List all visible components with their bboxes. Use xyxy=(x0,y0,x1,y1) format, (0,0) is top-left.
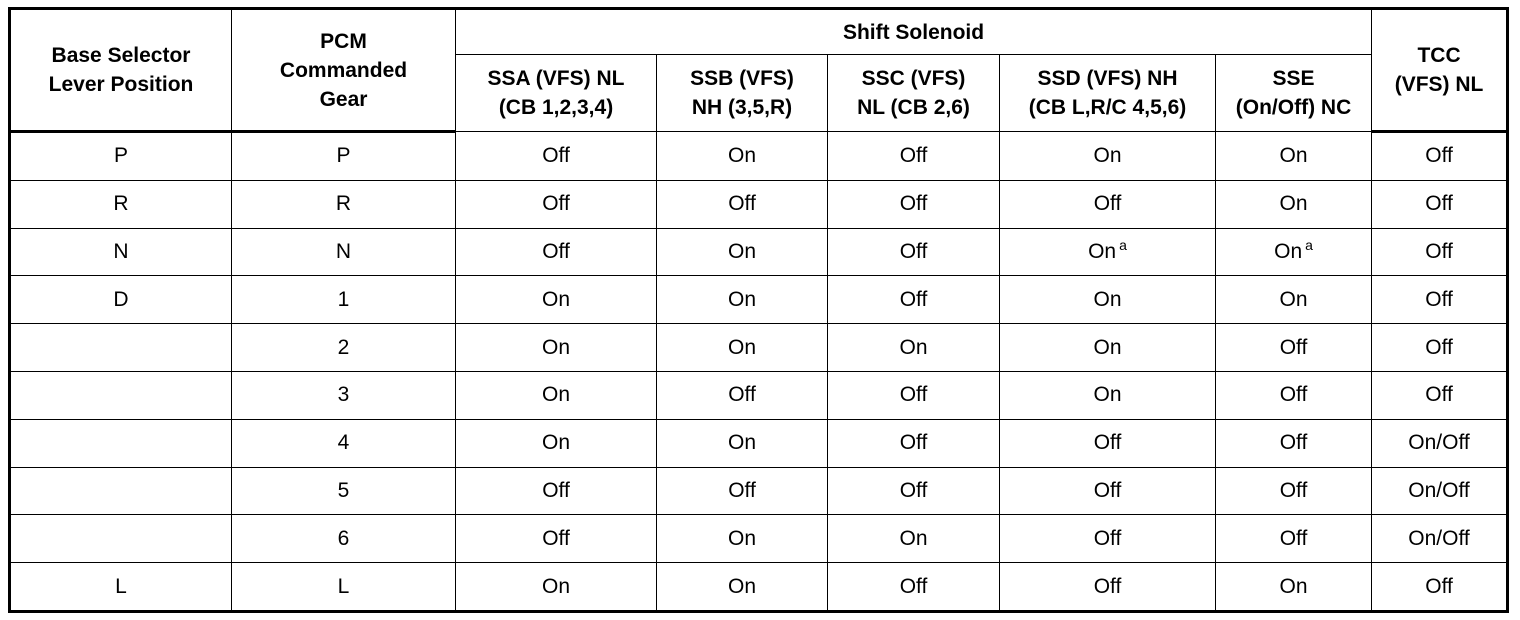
cell-commanded-gear: L xyxy=(232,563,456,612)
table-row xyxy=(10,515,1508,563)
header-shift-solenoid: Shift Solenoid xyxy=(456,9,1372,55)
cell-lever-position xyxy=(10,515,232,563)
cell-ssd: Off xyxy=(1000,180,1216,228)
table-row xyxy=(10,228,1508,276)
cell-lever-position xyxy=(10,419,232,467)
cell-commanded-gear: N xyxy=(232,228,456,276)
cell-ssd: On xyxy=(1000,276,1216,324)
cell-lever-position xyxy=(10,324,232,372)
cell-ssa: Off xyxy=(456,132,657,181)
cell-lever-position xyxy=(10,371,232,419)
cell-commanded-gear: R xyxy=(232,180,456,228)
cell-commanded-gear: P xyxy=(232,132,456,181)
header-text: SSD (VFS) NH xyxy=(1037,67,1178,90)
table-row xyxy=(10,467,1508,515)
cell-ssd xyxy=(1000,228,1216,276)
header-base-selector xyxy=(10,9,232,132)
cell-ssd: On xyxy=(1000,371,1216,419)
header-ssd xyxy=(1000,55,1216,132)
cell-commanded-gear: 6 xyxy=(232,515,456,563)
cell-lever-position xyxy=(10,467,232,515)
cell-ssb: On xyxy=(657,324,828,372)
cell-ssd: On xyxy=(1000,132,1216,181)
table-row xyxy=(10,132,1508,181)
cell-ssa: On xyxy=(456,419,657,467)
header-text: (VFS) NL xyxy=(1394,73,1484,96)
cell-lever-position: R xyxy=(10,180,232,228)
cell-ssa: Off xyxy=(456,180,657,228)
cell-tcc: Off xyxy=(1372,132,1508,181)
cell-ssc: Off xyxy=(828,276,1000,324)
cell-ssb: On xyxy=(657,228,828,276)
cell-ssc: On xyxy=(828,515,1000,563)
cell-commanded-gear: 1 xyxy=(232,276,456,324)
cell-ssb: Off xyxy=(657,180,828,228)
cell-value: On xyxy=(1274,239,1303,263)
header-ssc xyxy=(828,55,1000,132)
header-text: Gear xyxy=(319,87,368,111)
cell-ssc: Off xyxy=(828,228,1000,276)
header-text: TCC xyxy=(1417,44,1461,67)
table-row xyxy=(10,180,1508,228)
header-text: (On/Off) NC xyxy=(1235,96,1352,119)
header-ssa xyxy=(456,55,657,132)
cell-ssb: Off xyxy=(657,467,828,515)
cell-ssc: On xyxy=(828,324,1000,372)
table-row xyxy=(10,324,1508,372)
footnote-marker: a xyxy=(1305,236,1313,253)
cell-ssa: On xyxy=(456,324,657,372)
cell-ssc: Off xyxy=(828,180,1000,228)
cell-sse: On xyxy=(1216,276,1372,324)
cell-ssb: On xyxy=(657,132,828,181)
cell-tcc: Off xyxy=(1372,180,1508,228)
cell-sse: On xyxy=(1216,180,1372,228)
cell-ssa: On xyxy=(456,371,657,419)
cell-lever-position: N xyxy=(10,228,232,276)
table-row xyxy=(10,371,1508,419)
cell-tcc: On/Off xyxy=(1372,419,1508,467)
cell-ssb: On xyxy=(657,276,828,324)
header-ssb xyxy=(657,55,828,132)
cell-value: On xyxy=(1088,239,1117,263)
cell-commanded-gear: 5 xyxy=(232,467,456,515)
table-header xyxy=(10,9,1508,132)
cell-lever-position: L xyxy=(10,563,232,612)
cell-ssb: On xyxy=(657,515,828,563)
cell-tcc: Off xyxy=(1372,228,1508,276)
table-row xyxy=(10,276,1508,324)
table-body xyxy=(10,132,1508,612)
header-text: Commanded xyxy=(279,58,408,82)
header-text: NL (CB 2,6) xyxy=(857,96,970,119)
header-text: SSB (VFS) xyxy=(690,67,794,90)
cell-tcc: On/Off xyxy=(1372,515,1508,563)
header-sse xyxy=(1216,55,1372,132)
cell-tcc: Off xyxy=(1372,324,1508,372)
header-text: SSA (VFS) NL xyxy=(487,67,625,90)
cell-sse: Off xyxy=(1216,371,1372,419)
cell-sse: Off xyxy=(1216,515,1372,563)
table-row xyxy=(10,563,1508,612)
header-text: SSC (VFS) xyxy=(861,67,966,90)
cell-tcc: Off xyxy=(1372,563,1508,612)
cell-ssb: On xyxy=(657,419,828,467)
header-text: Lever Position xyxy=(48,73,194,96)
cell-ssd: On xyxy=(1000,324,1216,372)
cell-ssb: On xyxy=(657,563,828,612)
cell-commanded-gear: 3 xyxy=(232,371,456,419)
cell-ssb: Off xyxy=(657,371,828,419)
cell-lever-position: D xyxy=(10,276,232,324)
cell-lever-position: P xyxy=(10,132,232,181)
cell-sse: On xyxy=(1216,563,1372,612)
cell-sse: Off xyxy=(1216,324,1372,372)
table-row xyxy=(10,419,1508,467)
cell-ssc: Off xyxy=(828,563,1000,612)
cell-tcc: Off xyxy=(1372,371,1508,419)
header-text: (CB 1,2,3,4) xyxy=(498,96,614,119)
cell-sse: Off xyxy=(1216,419,1372,467)
cell-commanded-gear: 2 xyxy=(232,324,456,372)
cell-ssa: Off xyxy=(456,228,657,276)
cell-ssa: On xyxy=(456,276,657,324)
cell-tcc: Off xyxy=(1372,276,1508,324)
cell-sse xyxy=(1216,228,1372,276)
header-tcc xyxy=(1372,9,1508,132)
cell-ssd: Off xyxy=(1000,515,1216,563)
cell-ssc: Off xyxy=(828,419,1000,467)
header-text: Base Selector xyxy=(51,44,191,67)
cell-ssa: On xyxy=(456,563,657,612)
cell-ssc: Off xyxy=(828,371,1000,419)
cell-ssc: Off xyxy=(828,132,1000,181)
cell-ssd: Off xyxy=(1000,563,1216,612)
cell-sse: On xyxy=(1216,132,1372,181)
header-text: PCM xyxy=(320,29,367,53)
cell-commanded-gear: 4 xyxy=(232,419,456,467)
cell-ssd: Off xyxy=(1000,467,1216,515)
cell-sse: Off xyxy=(1216,467,1372,515)
cell-tcc: On/Off xyxy=(1372,467,1508,515)
footnote-marker: a xyxy=(1119,236,1127,253)
header-pcm-gear xyxy=(232,9,456,132)
cell-ssd: Off xyxy=(1000,419,1216,467)
header-text: SSE xyxy=(1272,67,1315,90)
header-text: NH (3,5,R) xyxy=(691,96,793,119)
header-row-top xyxy=(10,9,1508,55)
cell-ssc: Off xyxy=(828,467,1000,515)
cell-ssa: Off xyxy=(456,467,657,515)
header-text: (CB L,R/C 4,5,6) xyxy=(1028,96,1187,119)
cell-ssa: Off xyxy=(456,515,657,563)
solenoid-application-table xyxy=(8,7,1509,613)
